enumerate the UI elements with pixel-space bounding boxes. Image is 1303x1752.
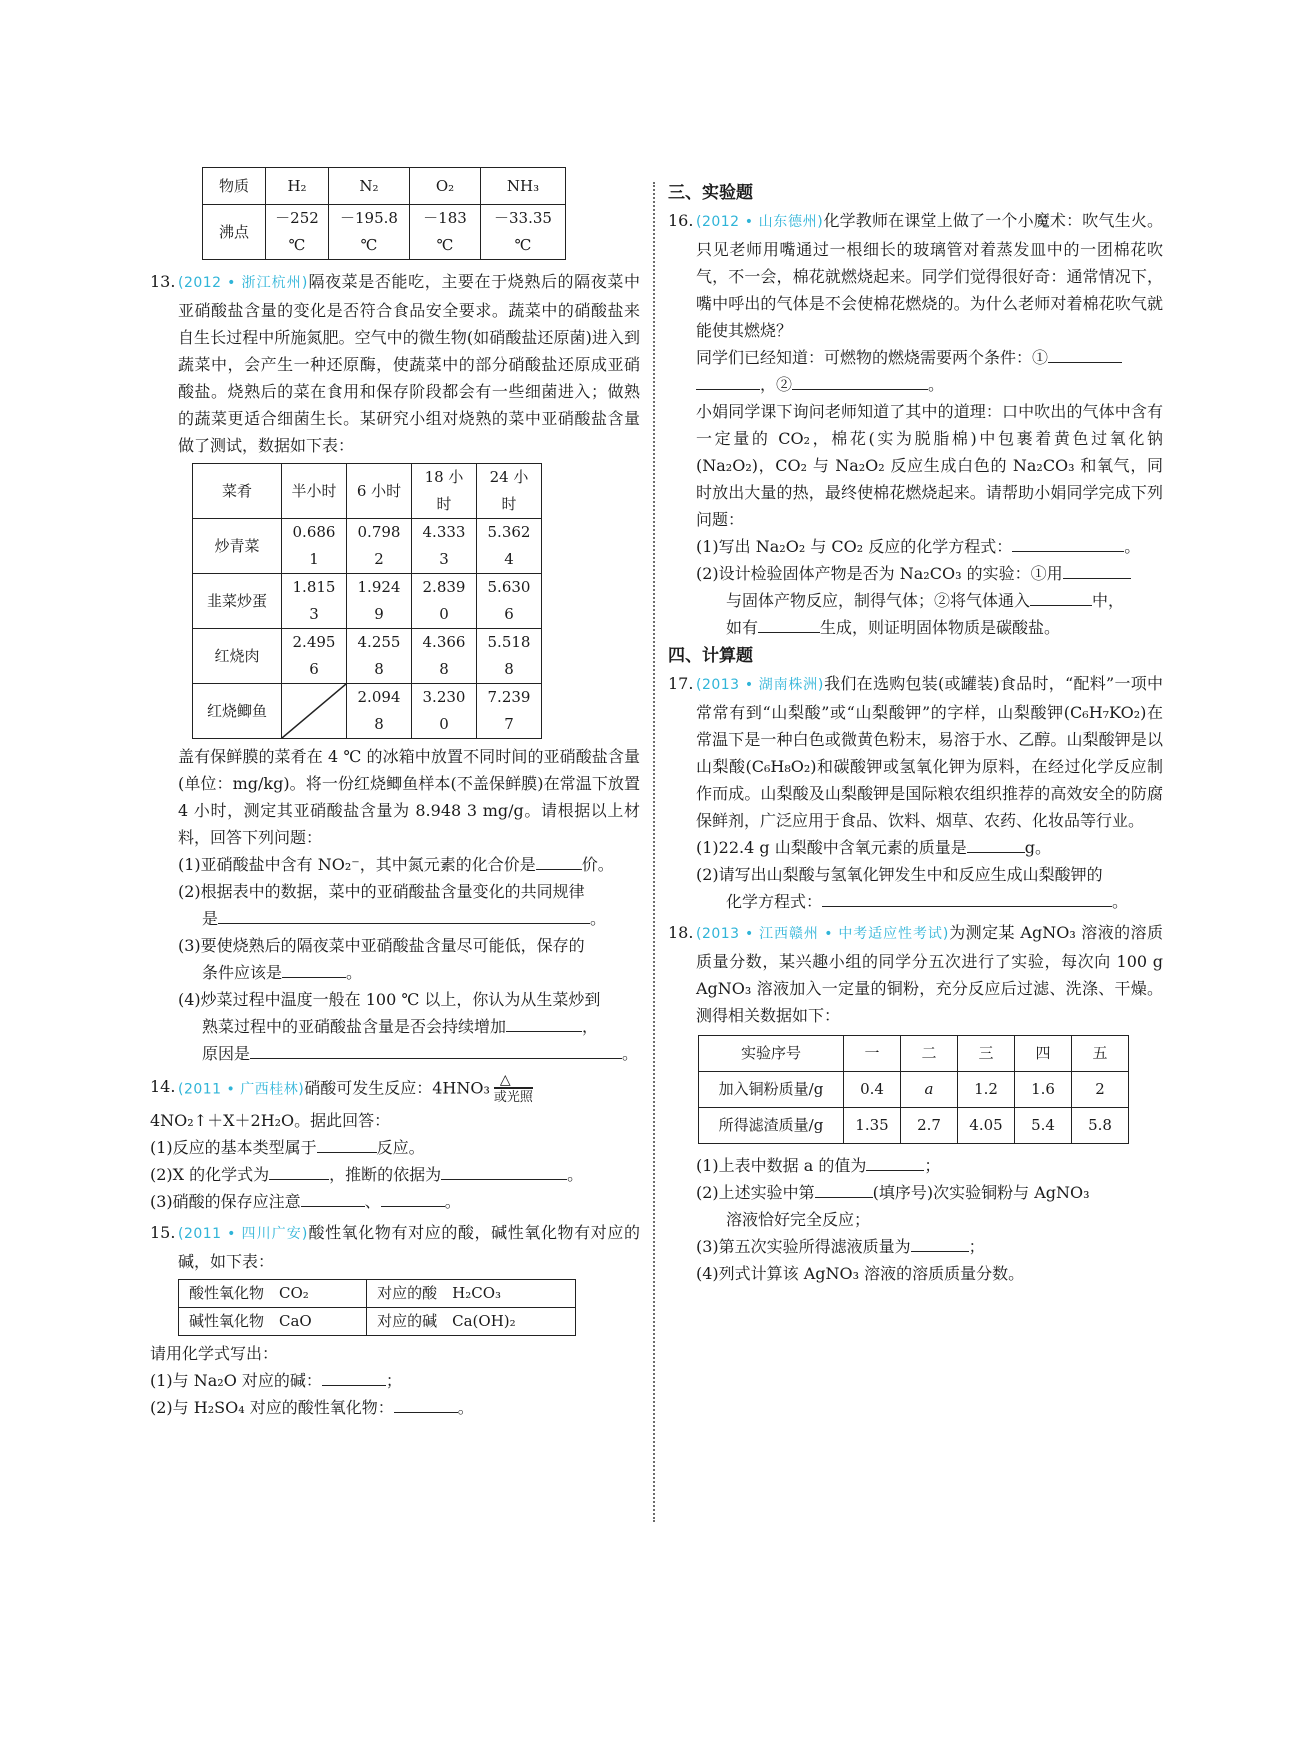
part-text: (4)列式计算该 AgNO₃ 溶液的溶质质量分数。 [696, 1264, 1025, 1283]
answer-blank[interactable] [815, 1179, 873, 1198]
table-header-row [699, 1036, 1129, 1072]
table-cell: 2 [1072, 1072, 1129, 1108]
table-cell: －195.8 ℃ [329, 205, 410, 260]
part-text: 。 [1124, 537, 1141, 556]
question-stem: 隔夜菜是否能吃，主要在于烧熟后的隔夜菜中亚硝酸盐含量的变化是否符合食品安全要求。蔬菜中的硝酸盐来自生长过程中所施氮肥。空气中的微生物(如硝酸盐还原菌)进入到蔬菜中，会产生一种还原酶，使蔬菜中的部分硝酸盐还原成亚硝酸盐。烧熟后的菜在食用和保存阶段都会有一些细菌进入；做熟的蔬菜更适合细菌生长。某研究小组对烧熟的菜中亚硝酸盐含量做了测试，数据如下表： [178, 272, 640, 455]
part-text: (2)与 H₂SO₄ 对应的酸性氧化物： [150, 1398, 394, 1417]
table-cell: 碱性氧化物 CaO [179, 1308, 367, 1336]
table-cell: 对应的酸 H₂CO₃ [367, 1280, 576, 1308]
reaction-condition [494, 1073, 533, 1105]
question-15-ask [150, 1340, 640, 1367]
answer-blank[interactable] [1048, 344, 1122, 363]
question-17-part-1 [668, 834, 1163, 861]
table-row [193, 519, 542, 574]
table-cell: 0.686 1 [282, 519, 347, 574]
part-text: 反应。 [376, 1138, 425, 1157]
part-text: ， [582, 1017, 599, 1036]
question-14 [150, 1073, 640, 1105]
answer-blank[interactable] [269, 1161, 329, 1180]
table-cell: H₂ [266, 168, 329, 205]
question-14-part-1 [150, 1134, 640, 1161]
part-text: 价。 [581, 855, 614, 874]
table-row [179, 1308, 576, 1336]
answer-blank[interactable] [322, 1367, 386, 1386]
empty-diagonal-cell [282, 684, 347, 739]
table-cell: 4.05 [958, 1108, 1015, 1144]
part-text: (3)第五次实验所得滤液质量为 [696, 1237, 911, 1256]
table-cell: 5.4 [1015, 1108, 1072, 1144]
diagonal-line [282, 684, 346, 738]
table-cell: 三 [958, 1036, 1015, 1072]
table-cell: －33.35 ℃ [481, 205, 566, 260]
table-cell: O₂ [410, 168, 481, 205]
question-stem: 硝酸可发生反应：4HNO₃ [304, 1078, 490, 1098]
answer-blank[interactable] [911, 1233, 969, 1252]
question-18 [668, 919, 1163, 1029]
table-cell: 所得滤渣质量/g [699, 1108, 844, 1144]
table-cell: 3.230 0 [412, 684, 477, 739]
answer-blank[interactable] [394, 1394, 458, 1413]
question-16-explanation [668, 398, 1163, 533]
table-row [699, 1108, 1129, 1144]
condition-text: 或光照 [493, 1090, 533, 1105]
part-text: 化学方程式： [726, 892, 823, 911]
table-cell: 五 [1072, 1036, 1129, 1072]
table-cell: 沸点 [203, 205, 266, 260]
table-cell: 6 小时 [347, 464, 412, 519]
part-text: ； [968, 1237, 985, 1256]
part-text: (2)上述实验中第 [696, 1183, 815, 1202]
table-cell: 实验序号 [699, 1036, 844, 1072]
table-cell: 红烧鲫鱼 [193, 684, 282, 739]
question-number: 18. [668, 923, 694, 942]
part-text: 如有 [726, 618, 759, 637]
part-text: (填序号)次实验铜粉与 AgNO₃ [872, 1183, 1090, 1202]
table-cell: 2.839 0 [412, 574, 477, 629]
question-14-part-3 [150, 1188, 640, 1215]
part-text: ； [924, 1156, 941, 1175]
table-cell: 半小时 [282, 464, 347, 519]
right-column [668, 180, 1163, 1287]
table-cell: 2.094 8 [347, 684, 412, 739]
part-text: (1)22.4 g 山梨酸中含氧元素的质量是 [696, 838, 967, 857]
table-cell: 1.815 3 [282, 574, 347, 629]
answer-blank[interactable] [696, 371, 760, 390]
table-cell: 一 [844, 1036, 901, 1072]
table-cell: 4.255 8 [347, 629, 412, 684]
answer-blank[interactable] [301, 1188, 365, 1207]
table-row [699, 1072, 1129, 1108]
part-text: ，推断的依据为 [329, 1165, 442, 1184]
question-stem: 酸性氧化物有对应的酸，碱性氧化物有对应的碱，如下表： [178, 1223, 640, 1271]
answer-blank[interactable] [282, 959, 346, 978]
answer-blank[interactable] [506, 1013, 582, 1032]
table-cell: 0.4 [844, 1072, 901, 1108]
question-number: 16. [668, 211, 694, 230]
question-source: (2012 • 浙江杭州) [178, 275, 308, 291]
table-cell: －183 ℃ [410, 205, 481, 260]
table-cell: N₂ [329, 168, 410, 205]
question-17 [668, 670, 1163, 834]
column-divider [653, 182, 655, 1522]
experiment-table [698, 1035, 1129, 1144]
question-source: (2011 • 四川广安) [178, 1226, 308, 1242]
part-text: (1)与 Na₂O 对应的碱： [150, 1371, 322, 1390]
section-heading-calculation: 四、计算题 [668, 646, 753, 666]
table-cell: 1.6 [1015, 1072, 1072, 1108]
part-text: (2)请写出山梨酸与氢氧化钾发生中和反应生成山梨酸钾的 [696, 865, 1103, 884]
answer-blank[interactable] [381, 1188, 445, 1207]
part-text: 。 [444, 1192, 461, 1211]
table-cell: 红烧肉 [193, 629, 282, 684]
question-18-part-4 [668, 1260, 1163, 1287]
answer-blank[interactable] [1012, 533, 1124, 552]
table-cell: －252 ℃ [266, 205, 329, 260]
heat-symbol: △ [494, 1073, 533, 1089]
table-cell: 2.495 6 [282, 629, 347, 684]
question-text: 小娟同学课下询问老师知道了其中的道理：口中吹出的气体中含有一定量的 CO₂，棉花(实为脱脂棉)中包裹着黄色过氧化钠(Na₂O₂)，CO₂ 与 Na₂O₂ 反应生成白色的 Na₂CO₃ 和氧气，同时放出大量的热，最终使棉花燃烧起来。请帮助小娟同学完成下列问题： [696, 402, 1163, 529]
question-13 [150, 268, 640, 459]
question-number: 15. [150, 1223, 176, 1242]
question-source: (2012 • 山东德州) [696, 214, 824, 230]
question-18-part-2 [668, 1179, 1163, 1233]
table-cell: 二 [901, 1036, 958, 1072]
question-13-part-2 [150, 878, 640, 932]
part-text: 。 [457, 1398, 474, 1417]
part-text: 原因是 [202, 1044, 251, 1063]
table-cell: 5.362 4 [477, 519, 542, 574]
table-cell: 18 小时 [412, 464, 477, 519]
part-text: 。 [1112, 892, 1129, 911]
question-16 [668, 207, 1163, 344]
question-stem: 化学教师在课堂上做了一个小魔术：吹气生火。只见老师用嘴通过一根细长的玻璃管对着蒸发皿中的一团棉花吹气，不一会，棉花就燃烧起来。同学们觉得很好奇：通常情况下，嘴中呼出的气体是不会使棉花燃烧的。为什么老师对着棉花吹气就能使其燃烧？ [696, 211, 1163, 340]
table-cell: 5.8 [1072, 1108, 1129, 1144]
part-text: 熟菜过程中的亚硝酸盐含量是否会持续增加 [202, 1017, 507, 1036]
table-cell: 4.366 8 [412, 629, 477, 684]
question-13-part-3 [150, 932, 640, 986]
table-row [179, 1280, 576, 1308]
table-cell: 韭菜炒蛋 [193, 574, 282, 629]
table-cell: 1.924 9 [347, 574, 412, 629]
answer-blank[interactable] [317, 1134, 377, 1153]
table-header-row [193, 464, 542, 519]
question-15 [150, 1219, 640, 1275]
boiling-point-table [202, 167, 566, 260]
table-cell: 对应的碱 Ca(OH)₂ [367, 1308, 576, 1336]
part-text: 是 [202, 909, 219, 928]
question-14-part-2 [150, 1161, 640, 1188]
part-text: 中， [1092, 591, 1125, 610]
answer-blank[interactable] [822, 888, 1112, 907]
question-number: 17. [668, 674, 694, 693]
part-text: ； [385, 1371, 402, 1390]
table-row [193, 574, 542, 629]
answer-blank[interactable] [1030, 587, 1092, 606]
table-cell: 5.630 6 [477, 574, 542, 629]
table-cell: 酸性氧化物 CO₂ [179, 1280, 367, 1308]
question-stem: 为测定某 AgNO₃ 溶液的溶质质量分数，某兴趣小组的同学分五次进行了实验，每次向 100 g AgNO₃ 溶液加入一定量的铜粉，充分反应后过滤、洗涤、干燥。测得相关数据如下： [696, 923, 1163, 1025]
answer-blank[interactable] [866, 1152, 924, 1171]
table-cell: NH₃ [481, 168, 566, 205]
answer-blank[interactable] [441, 1161, 567, 1180]
answer-blank[interactable] [536, 851, 582, 870]
question-source: (2013 • 湖南株洲) [696, 677, 824, 693]
answer-blank[interactable] [250, 1040, 622, 1059]
left-column [150, 167, 640, 1421]
table-cell: 炒青菜 [193, 519, 282, 574]
question-source: (2011 • 广西桂林) [178, 1081, 305, 1098]
part-text: (2)根据表中的数据，菜中的亚硝酸盐含量变化的共同规律 [178, 882, 585, 901]
answer-blank[interactable] [967, 834, 1025, 853]
question-17-part-2 [668, 861, 1163, 915]
answer-blank[interactable] [1063, 560, 1131, 579]
table-cell: 菜肴 [193, 464, 282, 519]
part-text: g。 [1024, 838, 1051, 857]
answer-blank[interactable] [792, 371, 928, 390]
question-16-part-1 [668, 533, 1163, 560]
part-text: (4)炒菜过程中温度一般在 100 ℃ 以上，你认为从生菜炒到 [178, 990, 601, 1009]
part-text: 条件应该是 [202, 963, 283, 982]
part-text: 。 [346, 963, 363, 982]
table-cell: 物质 [203, 168, 266, 205]
part-text: 生成，则证明固体物质是碳酸盐。 [820, 618, 1061, 637]
part-text: 。 [622, 1044, 639, 1063]
part-text: 。 [590, 909, 607, 928]
question-15-part-1 [150, 1367, 640, 1394]
answer-blank[interactable] [758, 614, 820, 633]
part-text: 溶液恰好完全反应； [726, 1210, 871, 1229]
nitrite-table [192, 463, 542, 739]
question-text: 盖有保鲜膜的菜肴在 4 ℃ 的冰箱中放置不同时间的亚硝酸盐含量(单位：mg/kg)。将一份红烧鲫鱼样本(不盖保鲜膜)在常温下放置 4 小时，测定其亚硝酸盐含量为 8.948 3 mg/g。请根据以上材料，回答下列问题： [178, 747, 640, 847]
question-number: 14. [150, 1077, 176, 1096]
question-13-part-4 [150, 986, 640, 1067]
question-text: 请用化学式写出： [150, 1344, 279, 1363]
table-cell: 1.35 [844, 1108, 901, 1144]
question-18-part-1 [668, 1152, 1163, 1179]
part-text: (1)亚硝酸盐中含有 NO₂⁻，其中氮元素的化合价是 [178, 855, 536, 874]
question-number: 13. [150, 272, 176, 291]
question-13-text [150, 743, 640, 851]
question-15-part-2 [150, 1394, 640, 1421]
question-16-part-2 [668, 560, 1163, 641]
part-text: (3)硝酸的保存应注意 [150, 1192, 301, 1211]
question-source: (2013 • 江西赣州 • 中考适应性考试) [696, 926, 949, 942]
part-text: (1)上表中数据 a 的值为 [696, 1156, 867, 1175]
table-header-row [203, 168, 566, 205]
part-text: (1)反应的基本类型属于 [150, 1138, 317, 1157]
part-text: ，② [760, 375, 793, 394]
answer-blank[interactable] [218, 905, 590, 924]
part-text: 、 [364, 1192, 381, 1211]
oxide-table [178, 1279, 576, 1336]
table-row [203, 205, 566, 260]
table-cell: 四 [1015, 1036, 1072, 1072]
section-heading-experiment: 三、实验题 [668, 183, 753, 203]
question-13-part-1 [150, 851, 640, 878]
part-text: (3)要使烧熟后的隔夜菜中亚硝酸盐含量尽可能低，保存的 [178, 936, 585, 955]
question-text: 4NO₂↑＋X＋2H₂O。据此回答： [150, 1111, 391, 1130]
table-cell: 加入铜粉质量/g [699, 1072, 844, 1108]
question-16-known [668, 344, 1163, 398]
part-text: (2)设计检验固体产物是否为 Na₂CO₃ 的实验：①用 [696, 564, 1063, 583]
table-cell: 5.518 8 [477, 629, 542, 684]
table-cell: 1.2 [958, 1072, 1015, 1108]
part-text: (1)写出 Na₂O₂ 与 CO₂ 反应的化学方程式： [696, 537, 1013, 556]
table-cell: 4.333 3 [412, 519, 477, 574]
part-text: (2)X 的化学式为 [150, 1165, 270, 1184]
table-cell: a [901, 1072, 958, 1108]
table-cell: 0.798 2 [347, 519, 412, 574]
question-18-part-3 [668, 1233, 1163, 1260]
table-cell: 24 小时 [477, 464, 542, 519]
table-cell: 2.7 [901, 1108, 958, 1144]
part-text: 与固体产物反应，制得气体；②将气体通入 [726, 591, 1031, 610]
part-text: 。 [567, 1165, 584, 1184]
part-text: 同学们已经知道：可燃物的燃烧需要两个条件：① [696, 348, 1049, 367]
table-row [193, 629, 542, 684]
table-row [193, 684, 542, 739]
table-cell: 7.239 7 [477, 684, 542, 739]
question-stem: 我们在选购包装(或罐装)食品时，“配料”一项中常常有到“山梨酸”或“山梨酸钾”的字样，山梨酸钾(C₆H₇KO₂)在常温下是一种白色或微黄色粉末，易溶于水、乙醇。山梨酸钾是以山梨酸(C₆H₈O₂)和碳酸钾或氢氧化钾为原料，在经过化学反应制作而成。山梨酸及山梨酸钾是国际粮农组织推荐的高效安全的防腐保鲜剂，广泛应用于食品、饮料、烟草、农药、化妆品等行业。 [696, 674, 1163, 830]
question-14-product [150, 1107, 640, 1134]
part-text: 。 [928, 375, 945, 394]
